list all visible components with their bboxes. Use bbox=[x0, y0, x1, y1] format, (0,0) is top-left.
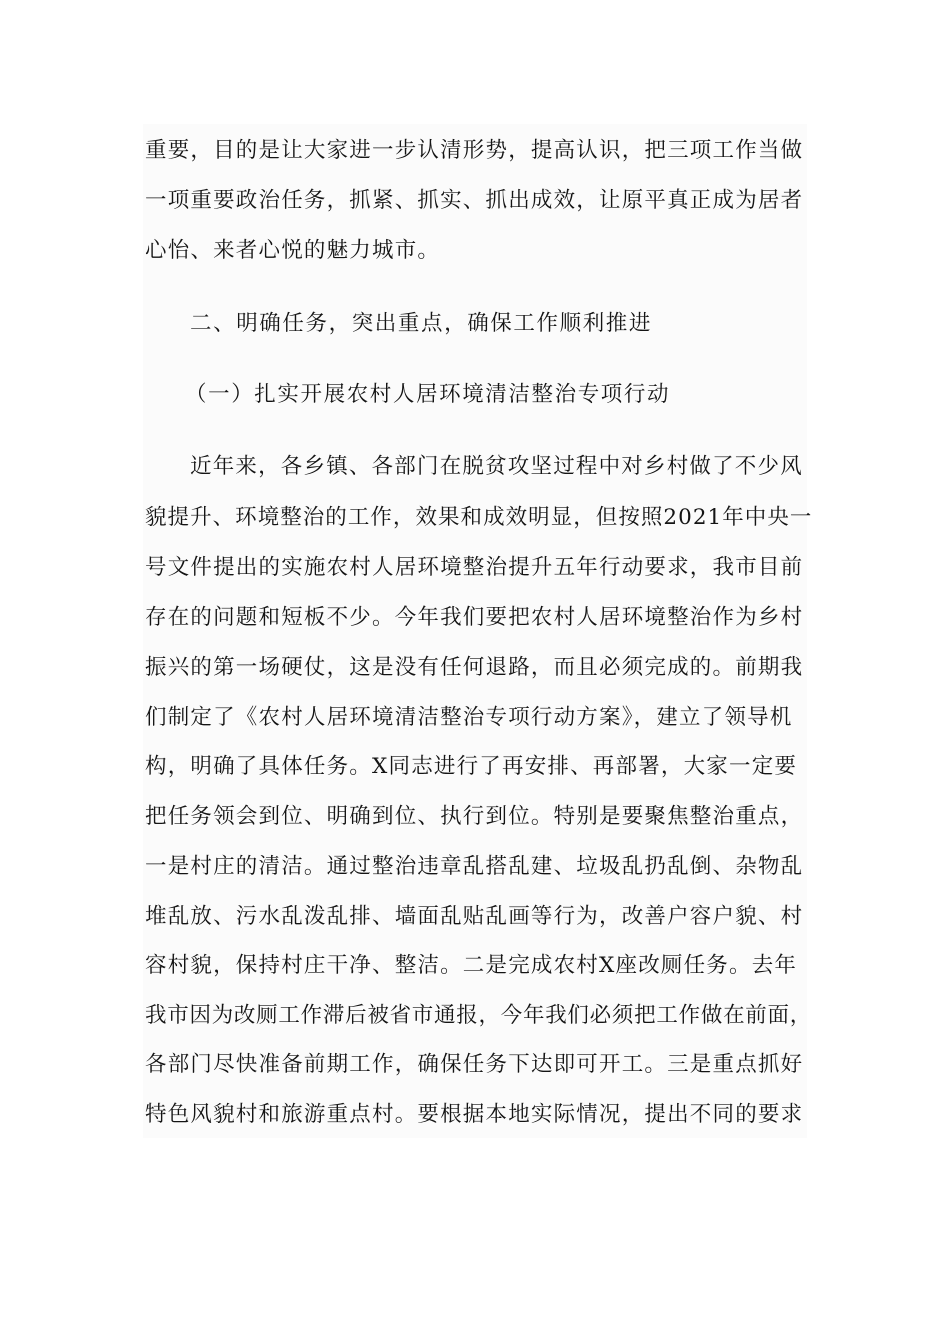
paragraph-line: 号文件提出的实施农村人居环境整治提升五年行动要求，我市目前 bbox=[145, 555, 804, 580]
paragraph-line: 各部门尽快准备前期工作，确保任务下达即可开工。三是重点抓好 bbox=[145, 1052, 804, 1077]
paragraph-line: 特色风貌村和旅游重点村。要根据本地实际情况，提出不同的要求 bbox=[145, 1102, 804, 1127]
paragraph-line: 容村貌，保持村庄干净、整洁。二是完成农村X座改厕任务。去年 bbox=[145, 953, 798, 978]
paragraph-line: 构，明确了具体任务。X同志进行了再安排、再部署，大家一定要 bbox=[145, 754, 798, 779]
paragraph-line: 貌提升、环境整治的工作，效果和成效明显，但按照2021年中央一 bbox=[145, 505, 813, 530]
paragraph-line: 一是村庄的清洁。通过整治违章乱搭乱建、垃圾乱扔乱倒、杂物乱 bbox=[145, 854, 804, 879]
subsection-heading: （一）扎实开展农村人居环境清洁整治专项行动 bbox=[185, 382, 671, 407]
paragraph-line: 把任务领会到位、明确到位、执行到位。特别是要聚焦整治重点， bbox=[145, 804, 804, 829]
paragraph-line: 振兴的第一场硬仗，这是没有任何退路，而且必须完成的。前期我 bbox=[145, 655, 804, 680]
paragraph-line: 我市因为改厕工作滞后被省市通报，今年我们必须把工作做在前面， bbox=[145, 1003, 813, 1028]
paragraph-line: 们制定了《农村人居环境清洁整治专项行动方案》，建立了领导机 bbox=[145, 705, 793, 730]
paragraph-line: 心怡、来者心悦的魅力城市。 bbox=[145, 238, 441, 263]
paragraph-line: 近年来，各乡镇、各部门在脱贫攻坚过程中对乡村做了不少风 bbox=[190, 454, 803, 479]
paragraph-line: 存在的问题和短板不少。今年我们要把农村人居环境整治作为乡村 bbox=[145, 605, 804, 630]
paragraph-line: 一项重要政治任务，抓紧、抓实、抓出成效，让原平真正成为居者 bbox=[145, 188, 804, 213]
section-heading: 二、明确任务，突出重点，确保工作顺利推进 bbox=[190, 311, 653, 336]
paragraph-line: 重要，目的是让大家进一步认清形势，提高认识，把三项工作当做 bbox=[145, 138, 804, 163]
paragraph-line: 堆乱放、污水乱泼乱排、墙面乱贴乱画等行为，改善户容户貌、村 bbox=[145, 904, 804, 929]
